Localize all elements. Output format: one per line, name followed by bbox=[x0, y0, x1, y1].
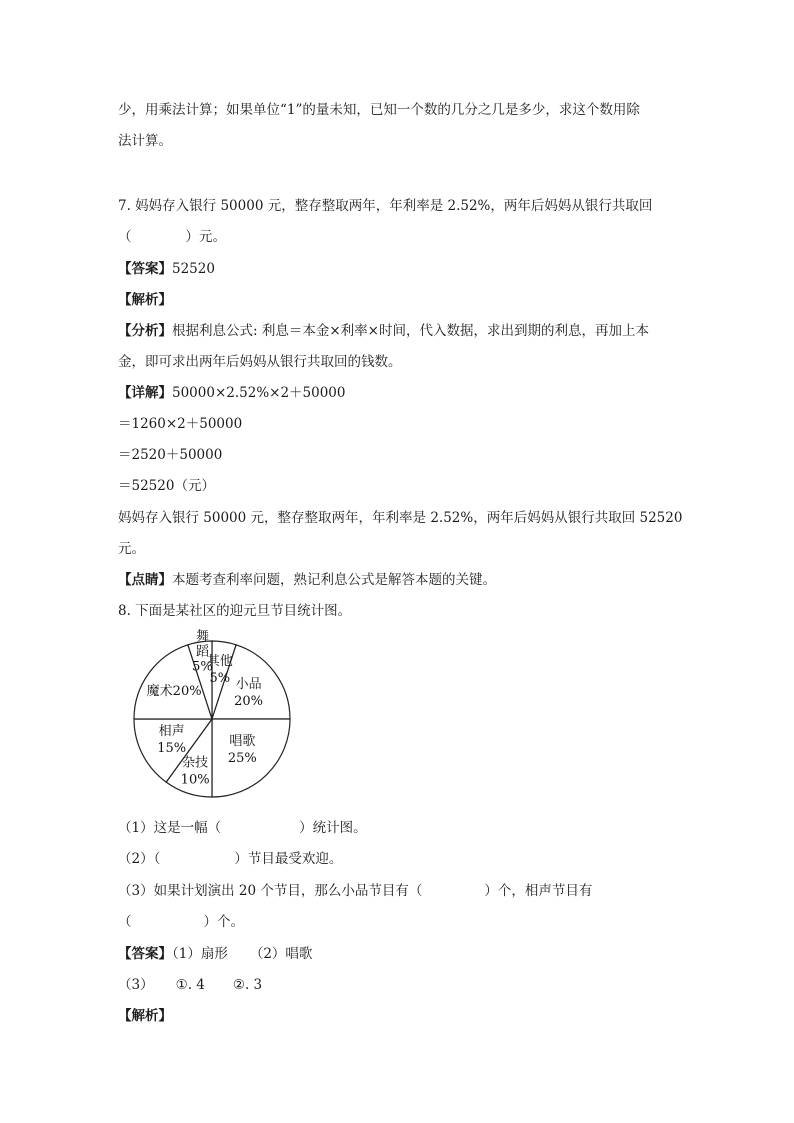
sub1-close: ）统计图。 bbox=[299, 820, 367, 836]
q7-detail-line-4: ＝52520（元） bbox=[118, 478, 215, 494]
pie-label: 5% bbox=[192, 659, 213, 675]
pie-label: 蹈 bbox=[195, 644, 209, 660]
q8-sub-3-line-2 bbox=[118, 912, 698, 932]
pie-label: 15% bbox=[157, 741, 187, 757]
sub2-close: ）节目最受欢迎。 bbox=[234, 851, 343, 867]
q8-sub-1 bbox=[118, 818, 698, 838]
dianjing-tag: 【点睛】 bbox=[118, 572, 172, 588]
sub1-open: （1）这是一幅（ bbox=[118, 820, 222, 836]
pie-label: 10% bbox=[180, 772, 210, 788]
pie-label: 20% bbox=[234, 693, 264, 709]
q8-answer-line-2 bbox=[118, 975, 698, 995]
sub3-mid: ）个，相声节目有 bbox=[484, 883, 593, 899]
q8-stem: 8. 下面是某社区的迎元旦节目统计图。 bbox=[118, 603, 352, 619]
answer-tag: 【答案】 bbox=[118, 261, 172, 277]
q7-analysis-tag: 【解析】 bbox=[118, 292, 172, 308]
q7-detail-line-1 bbox=[118, 383, 698, 403]
pie-label: 其他 bbox=[206, 654, 233, 670]
detail-text: 50000×2.52%×2＋50000 bbox=[172, 385, 346, 401]
sub3-open: （3）如果计划演出 20 个节目，那么小品节目有（ bbox=[118, 883, 423, 899]
pie-label: 相声 bbox=[158, 724, 185, 740]
q8-analysis-tag: 【解析】 bbox=[118, 1008, 172, 1024]
dianjing-text: 本题考查利率问题，熟记利息公式是解答本题的关键。 bbox=[172, 572, 496, 588]
q8-answer-3-label: （3） bbox=[118, 977, 154, 993]
q7-detail-line-2: ＝1260×2＋50000 bbox=[118, 416, 243, 432]
q8-answer-tag: 【答案】 bbox=[118, 946, 172, 962]
pie-label: 舞 bbox=[195, 629, 209, 645]
q7-detail-line-3: ＝2520＋50000 bbox=[118, 447, 223, 463]
answer-value: 52520 bbox=[172, 261, 215, 277]
q7-summary-line-1: 妈妈存入银行 50000 元，整存整取两年，年利率是 2.52%，两年后妈妈从银行共取回 52520 bbox=[118, 510, 683, 526]
q7-stem-line-1: 7. 妈妈存入银行 50000 元，整存整取两年，年利率是 2.52%，两年后妈妈从银行共取回 bbox=[118, 198, 653, 214]
q8-answer-3a: ①. 4 bbox=[175, 977, 205, 993]
pie-label: 魔术20% bbox=[146, 683, 202, 699]
pie-label: 杂技 bbox=[182, 755, 209, 771]
pie-label: 唱歌 bbox=[229, 733, 256, 749]
q7-dianjing bbox=[118, 570, 698, 590]
q8-sub-2 bbox=[118, 849, 698, 869]
fenxi-tag: 【分析】 bbox=[118, 323, 172, 339]
sub3-line2-close: ）个。 bbox=[203, 914, 244, 930]
sub2-open: （2）（ bbox=[118, 851, 161, 867]
intro-line-1: 少，用乘法计算；如果单位“1”的量未知，已知一个数的几分之几是多少，求这个数用除 bbox=[118, 102, 640, 118]
q7-fenxi-line-2: 金，即可求出两年后妈妈从银行共取回的钱数。 bbox=[118, 354, 402, 370]
q8-answer-line-1 bbox=[118, 944, 698, 964]
q8-answer-2: （2）唱歌 bbox=[249, 946, 313, 962]
sub3-line2-open: （ bbox=[118, 914, 132, 930]
q7-blank-open: （ bbox=[118, 229, 132, 245]
q8-answer-1: （1）扇形 bbox=[172, 946, 228, 962]
q7-stem-line-2 bbox=[118, 227, 698, 247]
detail-tag: 【详解】 bbox=[118, 385, 172, 401]
pie-label: 25% bbox=[227, 750, 257, 766]
q7-fenxi-line-1 bbox=[118, 321, 698, 341]
pie-label: 小品 bbox=[235, 676, 262, 692]
q7-answer bbox=[118, 259, 698, 279]
intro-line-2: 法计算。 bbox=[118, 133, 172, 149]
fenxi-text: 根据利息公式: 利息＝本金×利率×时间，代入数据，求出到期的利息，再加上本 bbox=[172, 323, 649, 339]
q7-summary-line-2: 元。 bbox=[118, 541, 145, 557]
q8-sub-3 bbox=[118, 881, 698, 901]
q8-answer-3b: ②. 3 bbox=[232, 977, 263, 993]
pie-label: 5% bbox=[209, 671, 231, 687]
pie-chart bbox=[133, 629, 303, 810]
q7-blank-close: ）元。 bbox=[185, 229, 226, 245]
